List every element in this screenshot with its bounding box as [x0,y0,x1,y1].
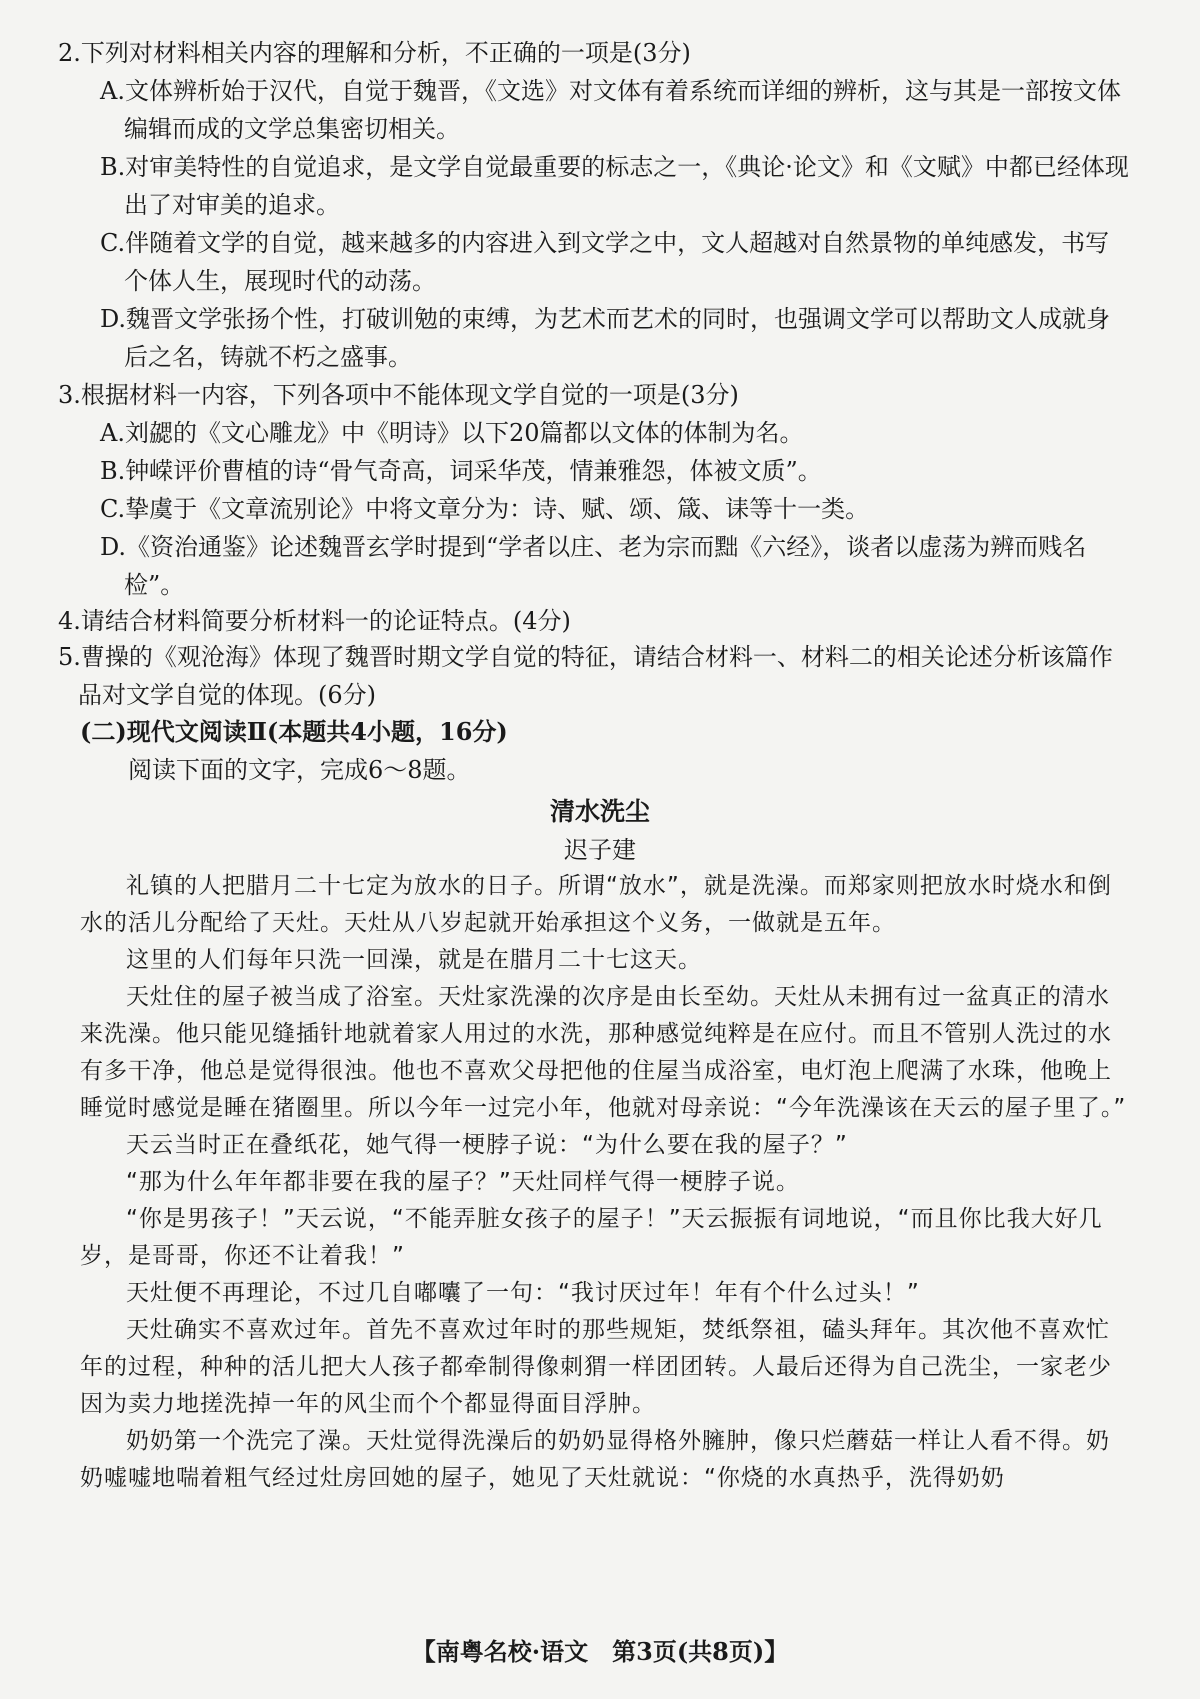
option-d: D.魏晋文学张扬个性，打破训勉的束缚，为艺术而艺术的同时，也强调文学可以帮助文人成就身后之名，铸就不朽之盛事。 [100,305,1111,371]
option-b: B.钟嵘评价曹植的诗“骨气奇高，词采华茂，情兼雅怨，体被文质”。 [100,457,822,485]
option-a: A.刘勰的《文心雕龙》中《明诗》以下20篇都以文体的体制为名。 [100,419,804,447]
story-paragraph: 奶奶第一个洗完了澡。天灶觉得洗澡后的奶奶显得格外臃肿，像只烂蘑菇一样让人看不得。奶奶嘘嘘地喘着粗气经过灶房回她的屋子，她见了天灶就说：“你烧的水真热乎，洗得奶奶 [80,1428,1110,1491]
page-footer: 【南粤名校·语文 第3页(共8页)】 [411,1637,789,1666]
story-paragraph: 天灶确实不喜欢过年。首先不喜欢过年时的那些规矩，焚纸祭祖，磕头拜年。其次他不喜欢忙年的过程，种种的活儿把大人孩子都牵制得像刺猬一样团团转。人最后还得为自己洗尘，一家老少因为卖力地搓洗掉一年的风尘而个个都显得面目浮肿。 [80,1317,1112,1417]
story-paragraph: 天灶便不再理论，不过几自嘟囔了一句：“我讨厌过年！年有个什么过头！” [126,1280,920,1306]
section-instruction: 阅读下面的文字，完成6～8题。 [128,756,471,784]
option-a: A.文体辨析始于汉代，自觉于魏晋，《文选》对文体有着系统而详细的辨析，这与其是一部按文体编辑而成的文学总集密切相关。 [100,77,1121,143]
question-stem: 3.根据材料一内容，下列各项中不能体现文学自觉的一项是(3分) [58,381,739,409]
story-paragraph: “那为什么年年都非要在我的屋子？”天灶同样气得一梗脖子说。 [126,1169,800,1195]
question-stem: 4.请结合材料简要分析材料一的论证特点。(4分) [58,607,571,635]
option-c: C.挚虞于《文章流别论》中将文章分为：诗、赋、颂、箴、诔等十一类。 [100,495,870,523]
question-2 [0,34,1200,376]
question-stem: 5.曹操的《观沧海》体现了魏晋时期文学自觉的特征，请结合材料一、材料二的相关论述分析该篇作品对文学自觉的体现。(6分) [58,643,1113,709]
option-c: C.伴随着文学的自觉，越来越多的内容进入到文学之中，文人超越对自然景物的单纯感发，书写个体人生，展现时代的动荡。 [100,229,1110,295]
option-b: B.对审美特性的自觉追求，是文学自觉最重要的标志之一，《典论·论文》和《文赋》中都已经体现出了对审美的追求。 [100,153,1129,219]
story-body [80,868,1132,1497]
story-paragraph: 礼镇的人把腊月二十七定为放水的日子。所谓“放水”，就是洗澡。而郑家则把放水时烧水和倒水的活儿分配给了天灶。天灶从八岁起就开始承担这个义务，一做就是五年。 [80,873,1112,936]
story-author: 迟子建 [564,836,636,864]
story-paragraph: 这里的人们每年只洗一回澡，就是在腊月二十七这天。 [126,947,702,973]
section-heading: (二)现代文阅读Ⅱ(本题共4小题，16分) [80,717,508,746]
question-4 [0,602,1200,640]
story-paragraph: “你是男孩子！”天云说，“不能弄脏女孩子的屋子！”天云振振有词地说，“而且你比我大好几岁，是哥哥，你还不让着我！” [80,1206,1103,1269]
story-title: 清水洗尘 [549,797,650,826]
question-3 [0,376,1200,604]
story-paragraph: 天云当时正在叠纸花，她气得一梗脖子说：“为什么要在我的屋子？” [126,1132,848,1158]
question-5 [0,638,1200,714]
question-stem: 2.下列对材料相关内容的理解和分析，不正确的一项是(3分) [58,39,691,67]
option-d: D.《资治通鉴》论述魏晋玄学时提到“学者以庄、老为宗而黜《六经》，谈者以虚荡为辨而贱名检”。 [100,533,1087,599]
story-paragraph: 天灶住的屋子被当成了浴室。天灶家洗澡的次序是由长至幼。天灶从未拥有过一盆真正的清水来洗澡。他只能见缝插针地就着家人用过的水洗，那种感觉纯粹是在应付。而且不管别人洗过的水有多干净，他总是觉得很浊。他也不喜欢父母把他的住屋当成浴室，电灯泡上爬满了水珠，他晚上睡觉时感觉是睡在猪圈里。所以今年一过完小年，他就对母亲说：“今年洗澡该在天云的屋子里了。” [80,984,1127,1121]
